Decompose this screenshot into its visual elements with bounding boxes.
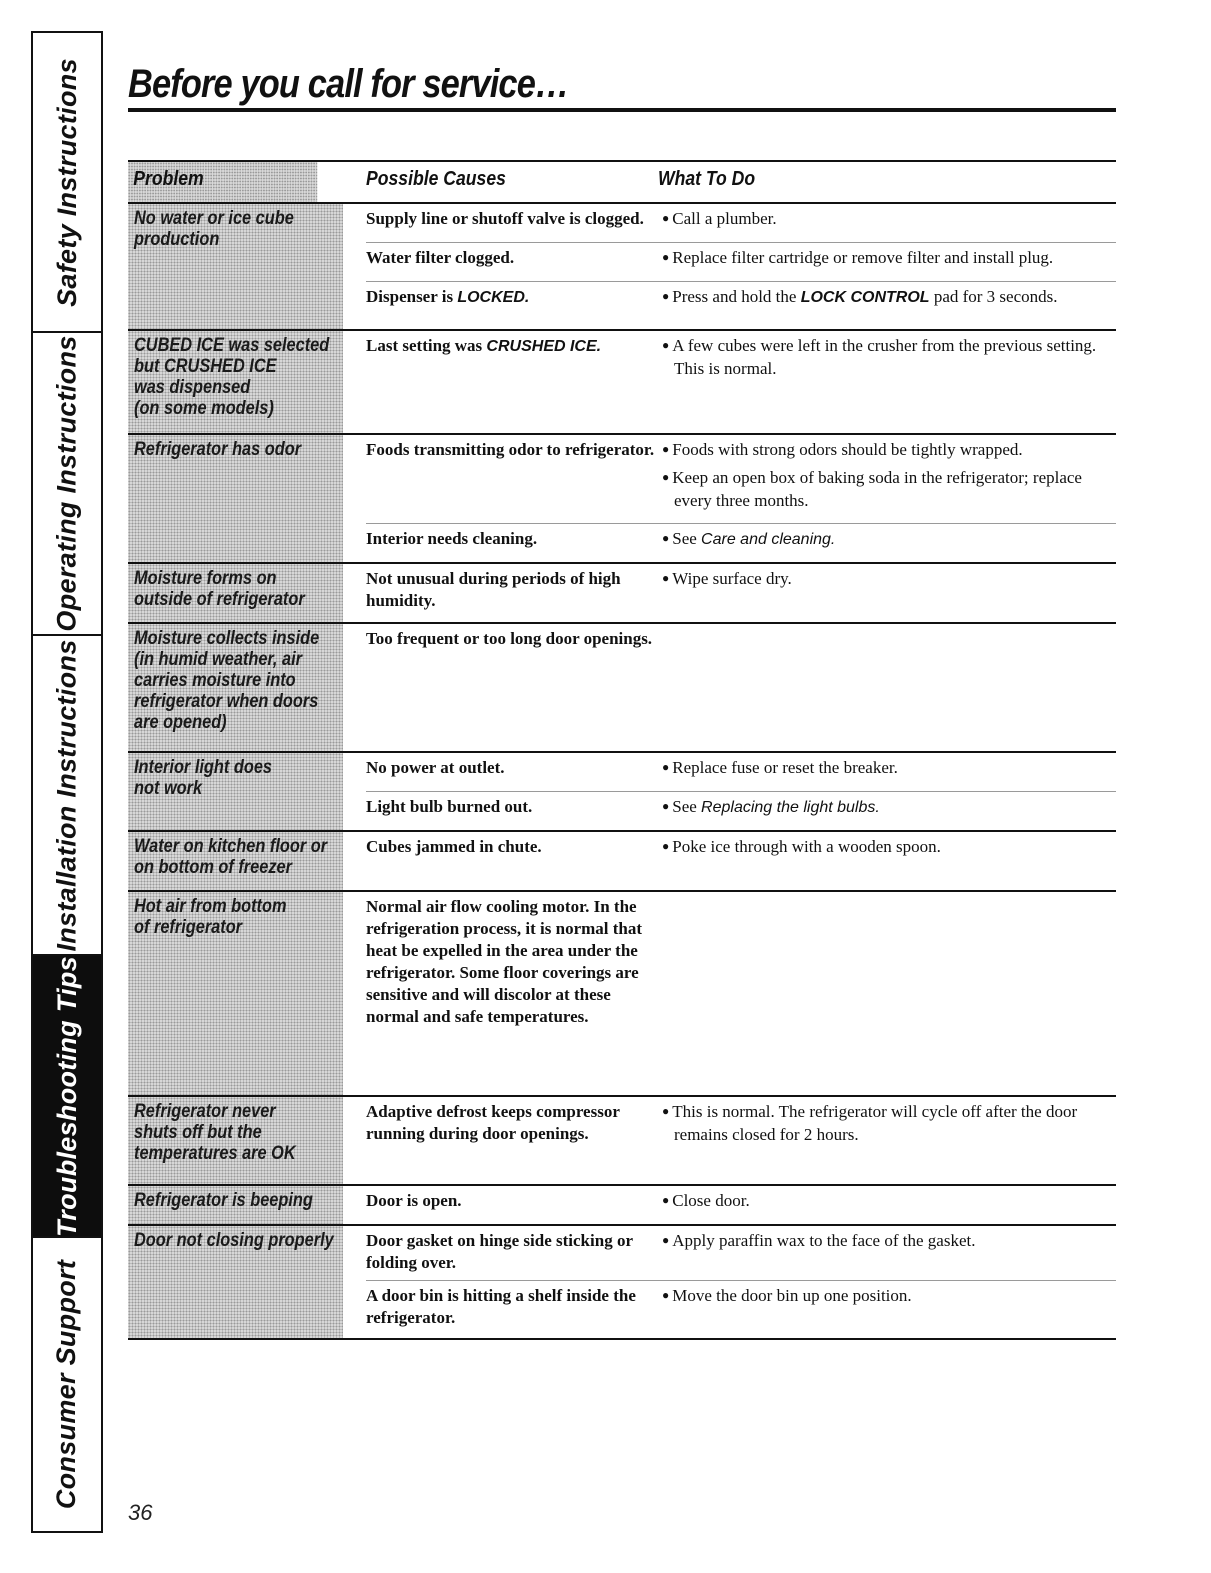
cause-rows [366, 1226, 1116, 1338]
bullet-icon: ● [662, 571, 673, 585]
what-to-do [658, 896, 1116, 1028]
cause-text: Light bulb burned out. [366, 797, 533, 816]
table-row [366, 892, 1116, 1034]
problem-group [128, 1097, 1116, 1186]
todo-item [658, 1285, 1116, 1308]
todo-item [658, 208, 1116, 231]
problem-cell [128, 204, 343, 329]
problem-text: Moisture forms on outside of refrigerator [134, 568, 305, 610]
problem-group [128, 1186, 1116, 1226]
cause-text: No power at outlet. [366, 758, 505, 777]
cause-text: Water filter clogged. [366, 248, 515, 267]
todo-text: Wipe surface dry. [672, 569, 792, 588]
todo-text: Move the door bin up one position. [672, 1286, 912, 1305]
problem-text: Interior light does not work [134, 757, 272, 799]
bullet-icon: ● [662, 442, 673, 456]
todo-text: A few cubes were left in the crusher from the previous setting. This is normal. [672, 336, 1097, 378]
table-row [366, 435, 1116, 523]
problem-cell [128, 564, 343, 622]
problem-group [128, 331, 1116, 435]
problem-text: CUBED ICE was selected but CRUSHED ICE was dispensed (on some models) [134, 335, 330, 419]
bullet-icon: ● [662, 1288, 673, 1302]
cause-rows [366, 1097, 1116, 1184]
problem-text: Door not closing properly [134, 1230, 334, 1251]
cause-text: Adaptive defrost keeps compressor running during door openings. [366, 1102, 620, 1143]
possible-cause [366, 247, 658, 275]
cause-text: Not unusual during periods of high humidity. [366, 569, 621, 610]
problem-text: No water or ice cube production [134, 208, 294, 250]
cause-rows [366, 624, 1116, 751]
possible-cause [366, 628, 658, 650]
problem-group [128, 204, 1116, 331]
problem-group [128, 435, 1116, 564]
todo-item [658, 757, 1116, 780]
bullet-icon: ● [662, 250, 673, 264]
todo-text: Replace fuse or reset the breaker. [672, 758, 898, 777]
tab-label: Consumer Support [51, 1259, 82, 1510]
problem-cell [128, 331, 343, 433]
cause-text: Supply line or shutoff valve is clogged. [366, 209, 644, 228]
bullet-icon: ● [662, 1193, 673, 1207]
cause-rows [366, 892, 1116, 1095]
possible-cause [366, 796, 658, 824]
problem-cell [128, 1186, 343, 1224]
tab-label: Safety Instructions [51, 57, 82, 307]
todo-item [658, 286, 1116, 309]
cause-text: Dispenser is [366, 287, 454, 306]
todo-item [658, 439, 1116, 462]
todo-item [658, 335, 1116, 380]
tab-installation-instructions[interactable] [33, 636, 101, 956]
tab-label: Operating Instructions [51, 335, 82, 632]
what-to-do [658, 1190, 1116, 1218]
tab-safety-instructions[interactable] [33, 33, 101, 333]
problem-header: Problem [128, 162, 317, 202]
cause-rows [366, 435, 1116, 562]
problem-cell [128, 1226, 343, 1338]
cause-text: Last setting was [366, 336, 483, 355]
cause-rows [366, 331, 1116, 433]
bullet-icon: ● [662, 531, 673, 545]
problem-text: Moisture collects inside (in humid weather, air carries moisture into refrigerator when doors are opened) [134, 628, 320, 733]
cause-text: Too frequent or too long door openings. [366, 629, 653, 648]
problem-cell [128, 1097, 343, 1184]
possible-cause [366, 896, 658, 1028]
cause-text: Door gasket on hinge side sticking or folding over. [366, 1231, 633, 1272]
bullet-icon: ● [662, 338, 673, 352]
cause-text: A door bin is hitting a shelf inside the refrigerator. [366, 1286, 636, 1327]
todo-emphasis: LOCK CONTROL [800, 289, 930, 306]
todo-item [658, 836, 1116, 859]
problem-group [128, 564, 1116, 624]
tab-troubleshooting-tips[interactable] [33, 956, 101, 1238]
problem-group [128, 892, 1116, 1097]
possible-cause [366, 1285, 658, 1329]
table-body [128, 204, 1116, 1340]
table-row [366, 564, 1116, 618]
possible-cause [366, 439, 658, 517]
todo-emphasis: Care and cleaning. [701, 531, 836, 548]
possible-cause [366, 1101, 658, 1151]
what-to-do-header: What To Do [658, 168, 756, 190]
cause-text: Normal air flow cooling motor. In the refrigeration process, it is normal that heat be expelled in the area under the refrigerator. Some floor coverings are sensitive and will discolor at these normal and safe temperatures. [366, 897, 643, 1026]
todo-emphasis: Replacing the light bulbs. [701, 799, 880, 816]
todo-text: Foods with strong odors should be tightly wrapped. [672, 440, 1023, 459]
cause-text: Foods transmitting odor to refrigerator. [366, 440, 655, 459]
possible-cause [366, 335, 658, 385]
bullet-icon: ● [662, 470, 673, 484]
todo-item [658, 247, 1116, 270]
problem-text: Refrigerator never shuts off but the temperatures are OK [134, 1101, 296, 1164]
todo-text: Press and hold the [672, 287, 801, 306]
cause-rows [366, 564, 1116, 622]
what-to-do [658, 757, 1116, 785]
todo-item [658, 568, 1116, 591]
cause-rows [366, 1186, 1116, 1224]
problem-group [128, 624, 1116, 753]
cause-text: Cubes jammed in chute. [366, 837, 542, 856]
problem-text: Refrigerator is beeping [134, 1190, 313, 1211]
what-to-do [658, 439, 1116, 517]
todo-item [658, 1101, 1116, 1146]
cause-text: Door is open. [366, 1191, 462, 1210]
todo-text: Keep an open box of baking soda in the refrigerator; replace every three months. [672, 468, 1082, 510]
tab-operating-instructions[interactable] [33, 333, 101, 636]
tab-label: Installation Instructions [51, 638, 82, 952]
what-to-do [658, 836, 1116, 864]
cause-rows [366, 753, 1116, 830]
table-row [366, 791, 1116, 830]
cause-emphasis: LOCKED. [457, 289, 530, 306]
table-row [366, 624, 1116, 656]
what-to-do [658, 286, 1116, 314]
todo-item [658, 796, 1116, 819]
problem-cell [128, 624, 343, 751]
table-row [366, 204, 1116, 242]
page-title: Before you call for service… [128, 62, 569, 106]
possible-cause [366, 568, 658, 612]
bullet-icon: ● [662, 839, 673, 853]
table-row [366, 753, 1116, 791]
table-row [366, 1280, 1116, 1335]
possible-cause [366, 757, 658, 785]
bullet-icon: ● [662, 1104, 673, 1118]
todo-text: This is normal. The refrigerator will cycle off after the door remains closed for 2 hours. [672, 1102, 1078, 1144]
table-row [366, 242, 1116, 281]
possible-cause [366, 836, 658, 864]
what-to-do [658, 1285, 1116, 1329]
what-to-do [658, 335, 1116, 385]
cause-rows [366, 832, 1116, 890]
problem-group [128, 1226, 1116, 1340]
bullet-icon: ● [662, 799, 673, 813]
table-row [366, 331, 1116, 391]
bullet-icon: ● [662, 289, 673, 303]
bullet-icon: ● [662, 1233, 673, 1247]
what-to-do [658, 528, 1116, 556]
todo-text: See [672, 529, 702, 548]
todo-text: Replace filter cartridge or remove filter and install plug. [672, 248, 1054, 267]
todo-item [658, 528, 1116, 551]
tab-label: Troubleshooting Tips [51, 955, 82, 1237]
troubleshooting-table [128, 160, 1116, 1340]
possible-cause [366, 208, 658, 236]
what-to-do [658, 1230, 1116, 1274]
possible-cause [366, 528, 658, 556]
page-number: 36 [128, 1500, 153, 1525]
table-row [366, 832, 1116, 870]
table-row [366, 1226, 1116, 1280]
todo-item [658, 1190, 1116, 1213]
possible-causes-header: Possible Causes [366, 168, 506, 190]
problem-text: Water on kitchen floor or on bottom of freezer [134, 836, 328, 878]
title-rule [128, 108, 1116, 112]
problem-group [128, 832, 1116, 892]
possible-cause [366, 286, 658, 314]
todo-text: Close door. [672, 1191, 750, 1210]
what-to-do [658, 628, 1116, 650]
todo-text: Poke ice through with a wooden spoon. [672, 837, 941, 856]
todo-text: See [672, 797, 702, 816]
problem-text: Refrigerator has odor [134, 439, 302, 460]
problem-cell [128, 892, 343, 1095]
what-to-do [658, 1101, 1116, 1151]
problem-cell [128, 832, 343, 890]
table-row [366, 523, 1116, 562]
problem-cell [128, 435, 343, 562]
table-row [366, 281, 1116, 320]
tab-consumer-support[interactable] [33, 1238, 101, 1531]
problem-text: Hot air from bottom of refrigerator [134, 896, 287, 938]
what-to-do [658, 247, 1116, 275]
bullet-icon: ● [662, 211, 673, 225]
cause-emphasis: CRUSHED ICE. [486, 338, 602, 355]
cause-text: Interior needs cleaning. [366, 529, 538, 548]
section-tabs-sidebar [31, 31, 103, 1533]
table-row [366, 1186, 1116, 1224]
todo-item [658, 1230, 1116, 1253]
what-to-do [658, 796, 1116, 824]
problem-group [128, 753, 1116, 832]
table-header [128, 160, 1116, 204]
possible-cause [366, 1190, 658, 1218]
table-row [366, 1097, 1116, 1157]
what-to-do [658, 568, 1116, 612]
cause-rows [366, 204, 1116, 329]
todo-text: pad for 3 seconds. [929, 287, 1058, 306]
possible-cause [366, 1230, 658, 1274]
problem-cell [128, 753, 343, 830]
bullet-icon: ● [662, 760, 673, 774]
todo-text: Apply paraffin wax to the face of the gasket. [672, 1231, 976, 1250]
todo-text: Call a plumber. [672, 209, 777, 228]
todo-item [658, 467, 1116, 512]
what-to-do [658, 208, 1116, 236]
